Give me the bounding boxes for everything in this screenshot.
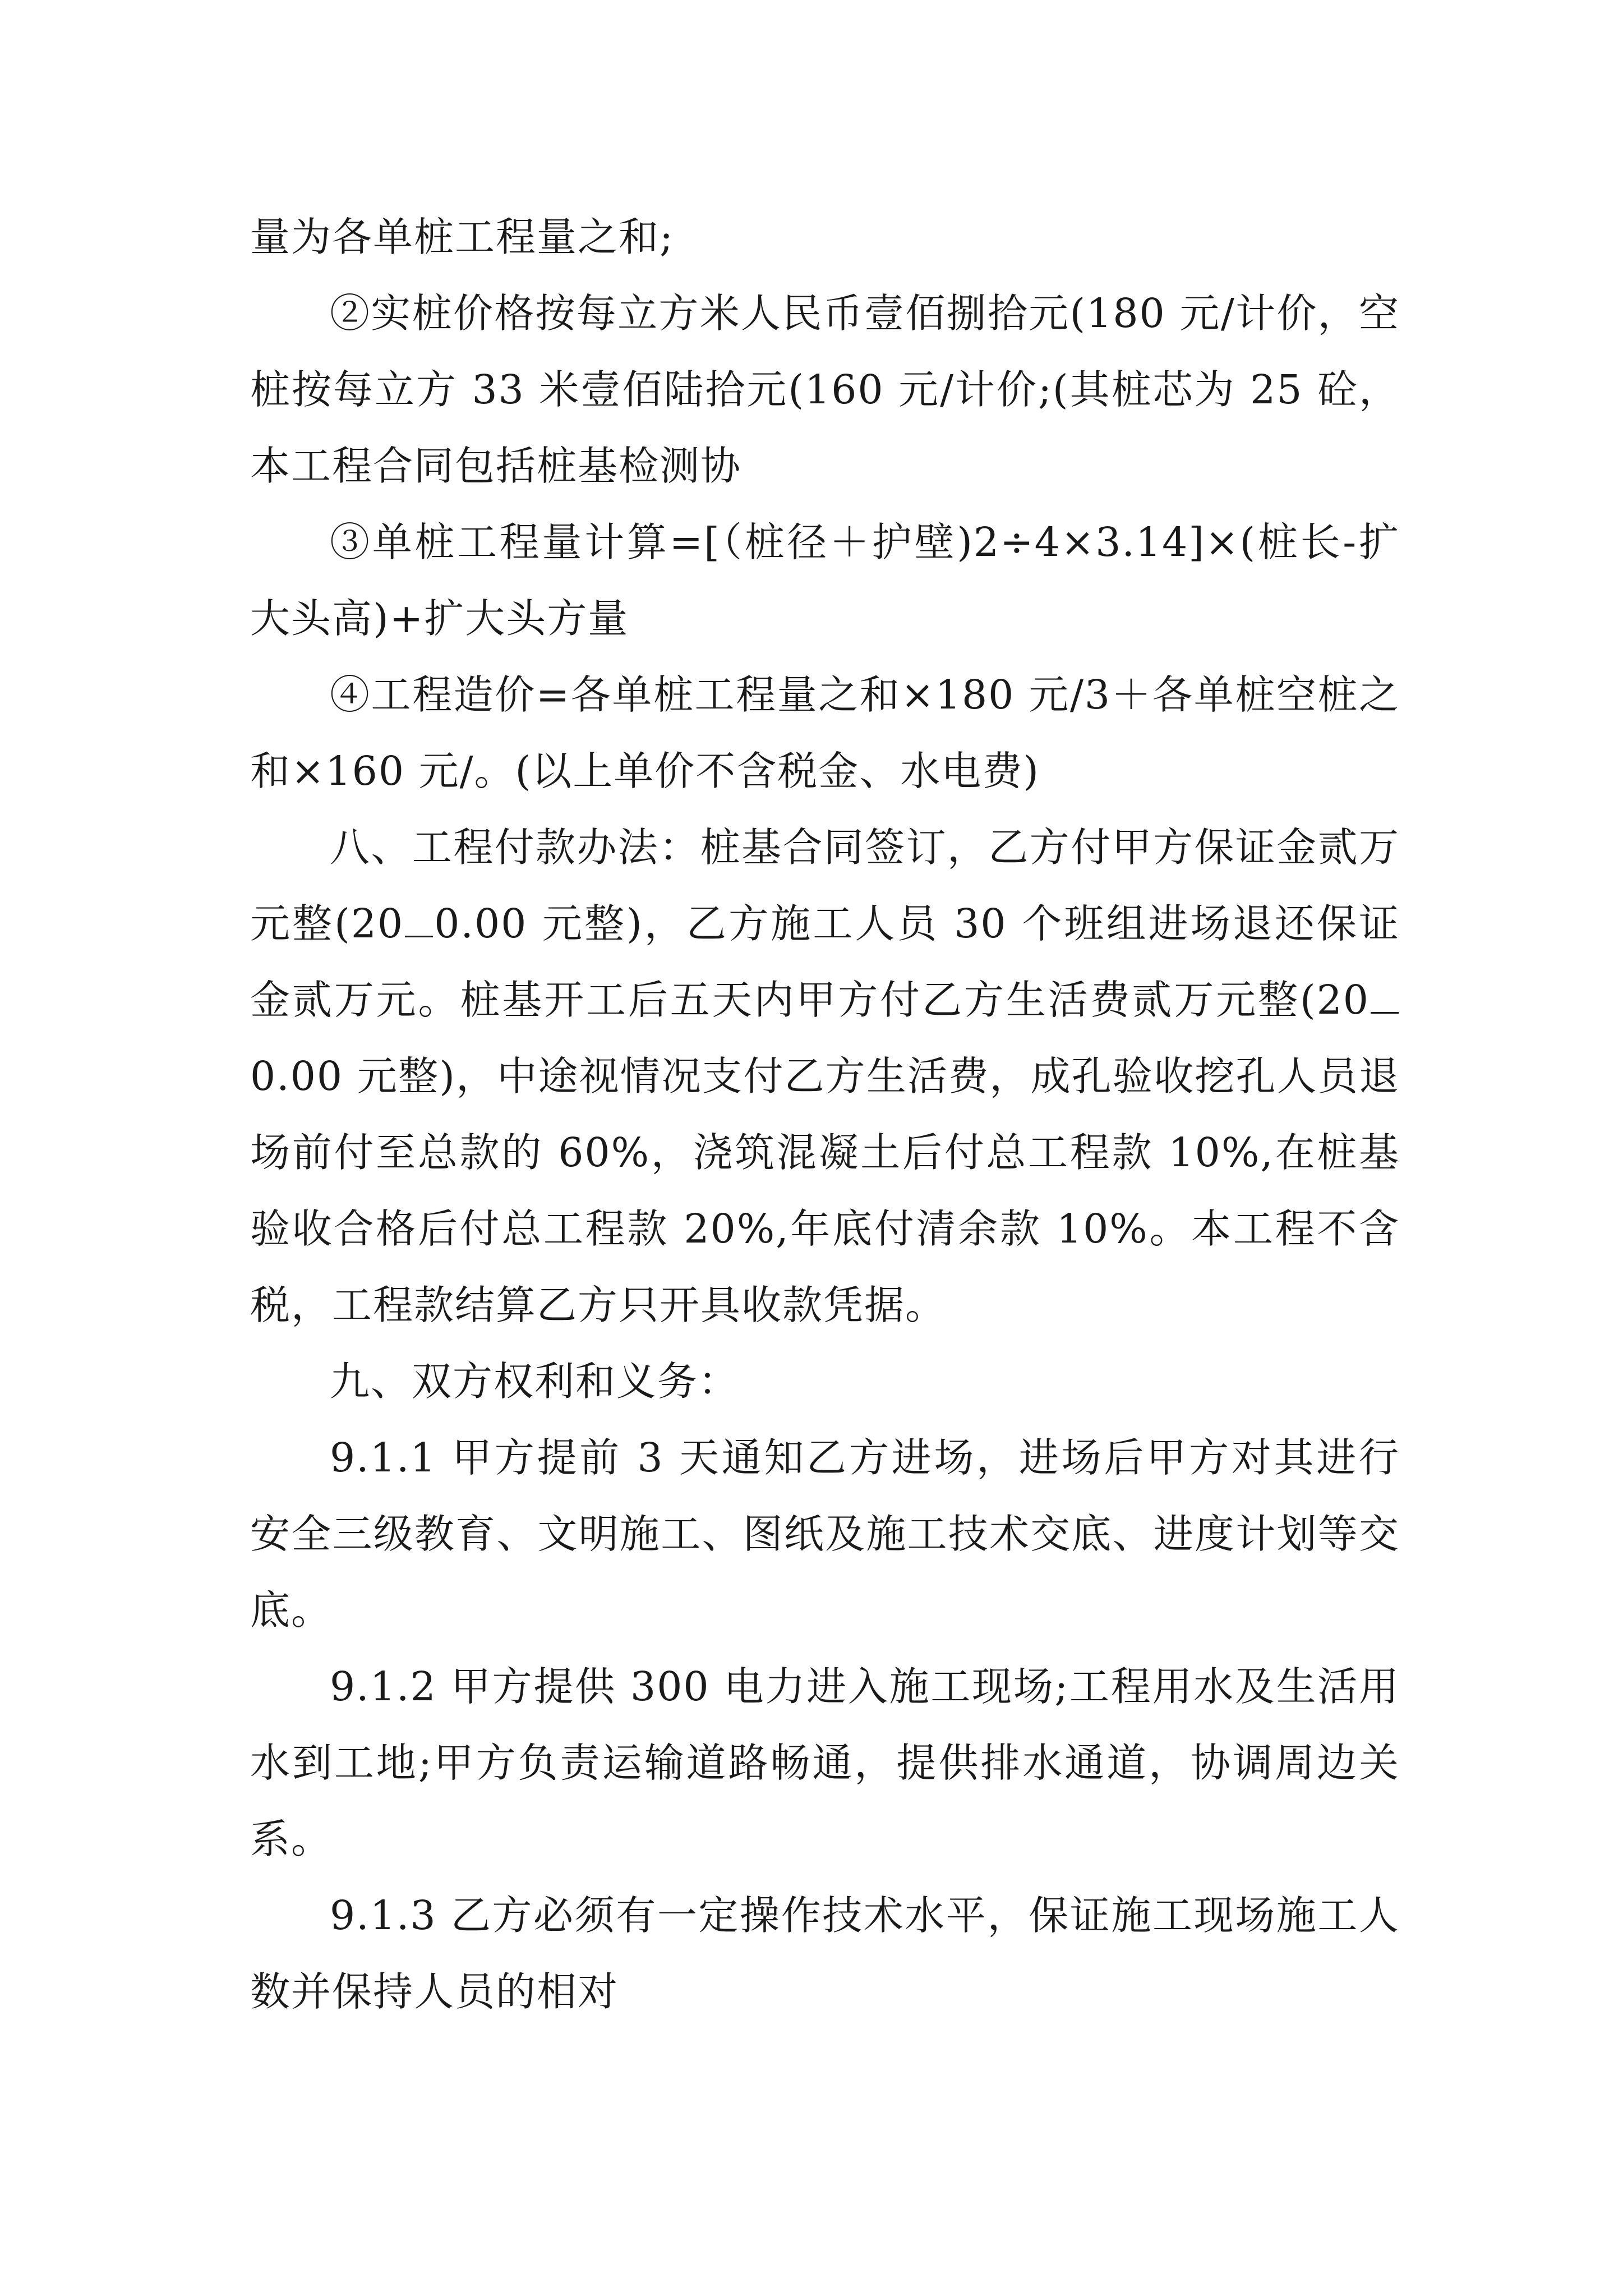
blank-underline [1371, 1010, 1399, 1014]
section-heading-rights-obligations: 九、双方权利和义务： [330, 1358, 740, 1405]
paragraph-project-cost: ④工程造价=各单桩工程量之和×180 元/3＋各单桩空桩之和×160 元/。(以上单价不含税金、水电费) [250, 671, 1400, 794]
paragraph-pile-price: ②实桩价格按每立方米人民币壹佰捌拾元(180 元/计价，空桩按每立方 33 米壹佰陆拾元(160 元/计价;(其桩芯为 25 砼，本工程合同包括桩基检测协 [250, 290, 1400, 489]
payment-text-part-2: 0.00 元整)，乙方施工人员 30 个班组进场退还保证金贰万元。桩基开工后五天内甲方付乙方生活费贰万元整(20 [250, 900, 1400, 1023]
paragraph-pile-volume-formula: ③单桩工程量计算=[（桩径＋护壁)2÷4×3.14]×(桩长-扩大头高)+扩大头方量 [250, 519, 1400, 642]
paragraph-payment-method [250, 809, 1400, 1343]
blank-underline [405, 933, 433, 937]
payment-text-part-3: 0.00 元整)，中途视情况支付乙方生活费，成孔验收挖孔人员退场前付至总款的 60%，浇筑混凝土后付总工程款 10%,在桩基验收合格后付总工程款 20%,年底付清余款 10%。本工程不含税，工程款结算乙方只开具收款凭据。 [250, 1053, 1400, 1328]
paragraph-continuation: 量为各单桩工程量之和; [250, 214, 674, 260]
clause-9-1-2: 9.1.2 甲方提供 300 电力进入施工现场;工程用水及生活用水到工地;甲方负责运输道路畅通，提供排水通道，协调周边关系。 [250, 1663, 1400, 1862]
clause-9-1-3: 9.1.3 乙方必须有一定操作技术水平，保证施工现场施工人数并保持人员的相对 [250, 1892, 1400, 2015]
document-body [250, 199, 1400, 2030]
payment-text-part-1: 八、工程付款办法：桩基合同签订，乙方付甲方保证金贰万元整(20 [250, 824, 1400, 947]
clause-9-1-1: 9.1.1 甲方提前 3 天通知乙方进场，进场后甲方对其进行安全三级教育、文明施工、图纸及施工技术交底、进度计划等交底。 [250, 1434, 1400, 1634]
